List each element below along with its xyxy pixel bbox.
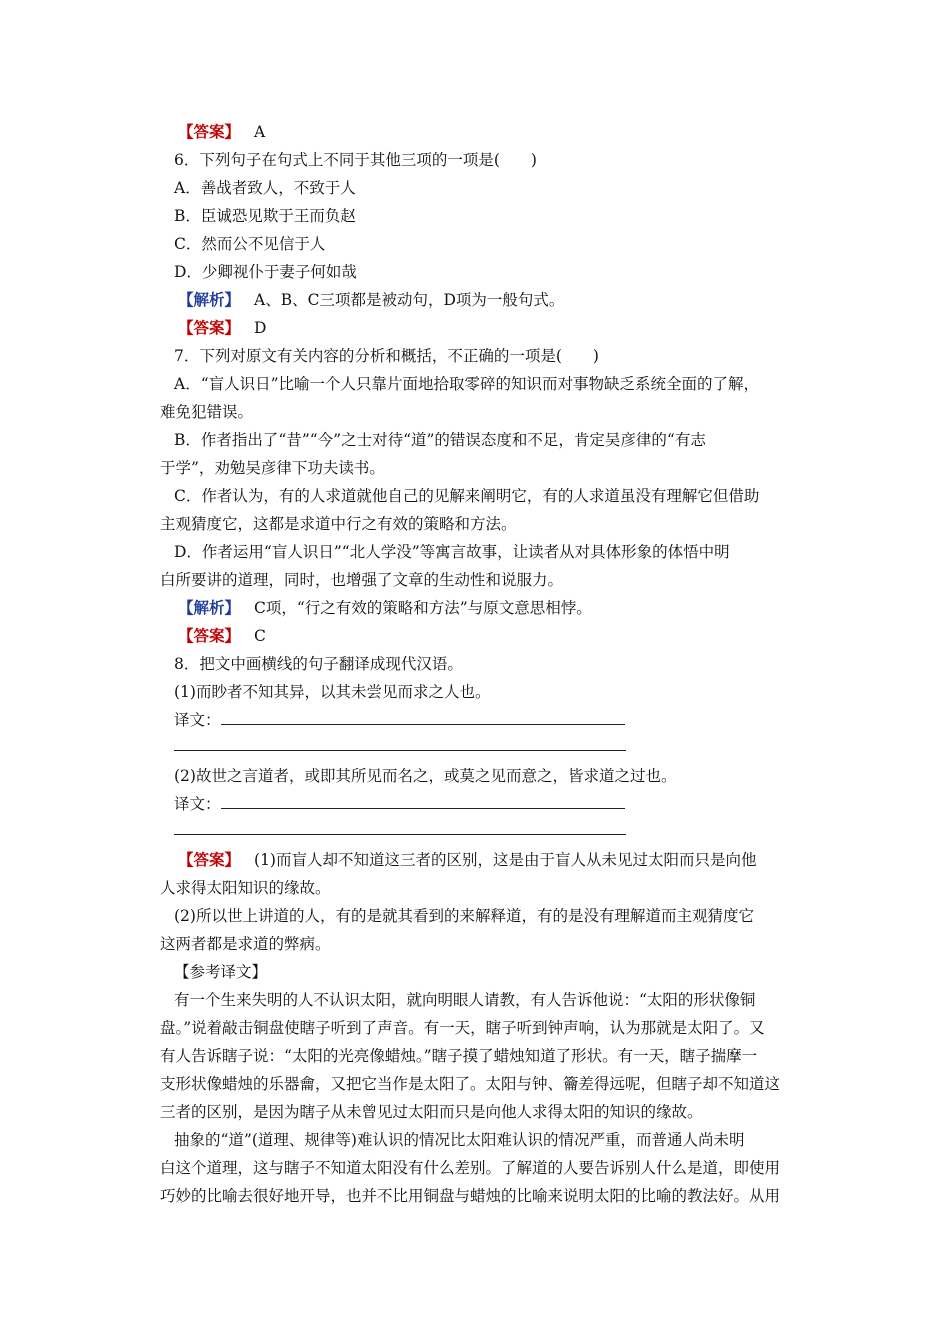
question-7-answer [178,626,266,646]
question-6-option-a: A．善战者致人，不致于人 [174,179,356,197]
answer-label: 【答案】 [178,850,241,869]
answer-value: D [254,319,267,337]
reference-p1-line5: 三者的区别，是因为瞎子从未曾见过太阳而只是向他人求得太阳的知识的缘故。 [160,1103,703,1121]
answer-label: 【答案】 [178,626,241,645]
translation-line-1 [174,710,625,730]
question-8-answer-line4: 这两者都是求道的弊病。 [160,935,331,953]
answer-value: C [254,627,266,645]
question-6-analysis [178,290,564,310]
question-7-analysis [178,598,592,618]
answer-label: 【答案】 [178,318,241,337]
question-7-option-d-line2: 白所要讲的道理，同时，也增强了文章的生动性和说服力。 [160,571,564,589]
question-8-answer-line3: (2)所以世上讲道的人，有的是就其看到的来解释道，有的是没有理解道而主观猜度它 [174,907,754,925]
reference-p2-line2: 白这个道理，这与瞎子不知道太阳没有什么差别。了解道的人要告诉别人什么是道，即使用 [160,1159,781,1177]
translation-blank [221,794,625,809]
analysis-text: C项，“行之有效的策略和方法”与原文意思相悖。 [254,599,592,617]
reference-p1-line1: 有一个生来失明的人不认识太阳，就向明眼人请教，有人告诉他说：“太阳的形状像铜 [174,991,756,1009]
question-7-option-c-line1: C．作者认为，有的人求道就他自己的见解来阐明它，有的人求道虽没有理解它但借助 [174,487,760,505]
answer-text: (1)而盲人却不知道这三者的区别，这是由于盲人从未见过太阳而只是向他 [254,851,757,869]
translation-line-2 [174,794,625,814]
translation-blank-continued [174,834,626,835]
reference-p2-line1: 抽象的“道”(道理、规律等)难认识的情况比太阳难认识的情况严重，而普通人尚未明 [174,1131,745,1149]
question-6-option-c: C．然而公不见信于人 [174,235,326,253]
question-6-stem: 6．下列句子在句式上不同于其他三项的一项是( ) [174,151,537,169]
analysis-label: 【解析】 [178,598,241,617]
question-7-option-a-line1: A．“盲人识日”比喻一个人只靠片面地拾取零碎的知识而对事物缺乏系统全面的了解， [174,375,760,393]
analysis-label: 【解析】 [178,290,241,309]
analysis-text: A、B、C三项都是被动句，D项为一般句式。 [254,291,565,309]
translation-blank-continued [174,750,626,751]
question-7-option-d-line1: D．作者运用“盲人识日”“北人学没”等寓言故事，让读者从对具体形象的体悟中明 [174,543,730,561]
question-6-answer [178,318,266,338]
question-7-option-a-line2: 难免犯错误。 [160,403,254,421]
question-8-answer-line2: 人求得太阳知识的缘故。 [160,879,331,897]
question-6-option-d: D．少卿视仆于妻子何如哉 [174,263,357,281]
reference-p1-line2: 盘。”说着敲击铜盘使瞎子听到了声音。有一天，瞎子听到钟声响，认为那就是太阳了。又 [160,1019,765,1037]
answer-value: A [254,123,266,141]
answer-label: 【答案】 [178,122,241,141]
reference-p1-line3: 有人告诉瞎子说：“太阳的光亮像蜡烛。”瞎子摸了蜡烛知道了形状。有一天，瞎子揣摩一 [160,1047,758,1065]
translation-blank [221,710,625,725]
question-7-option-c-line2: 主观猜度它，这都是求道中行之有效的策略和方法。 [160,515,517,533]
question-8-sentence-2: (2)故世之言道者，或即其所见而名之，或莫之见而意之，皆求道之过也。 [174,767,677,785]
question-7-stem: 7．下列对原文有关内容的分析和概括，不正确的一项是( ) [174,347,599,365]
question-8-stem: 8．把文中画横线的句子翻译成现代汉语。 [174,655,463,673]
question-7-option-b-line1: B．作者指出了“昔”“今”之士对待“道”的错误态度和不足，肯定吴彦律的“有志 [174,431,706,449]
answer-5 [178,122,265,142]
question-8-sentence-1: (1)而眇者不知其异，以其未尝见而求之人也。 [174,683,491,701]
translation-label: 译文： [174,795,221,813]
reference-translation-title: 【参考译文】 [174,963,268,981]
reference-p1-line4: 支形状像蜡烛的乐器龠，又把它当作是太阳了。太阳与钟、籥差得远呢，但瞎子却不知道这 [160,1075,781,1093]
translation-label: 译文： [174,711,221,729]
question-6-option-b: B．臣诚恐见欺于王而负赵 [174,207,356,225]
question-8-answer-line1 [178,850,756,870]
question-7-option-b-line2: 于学”，劝勉吴彦律下功夫读书。 [160,459,385,477]
reference-p2-line3: 巧妙的比喻去很好地开导，也并不比用铜盘与蜡烛的比喻来说明太阳的比喻的教法好。从用 [160,1187,781,1205]
